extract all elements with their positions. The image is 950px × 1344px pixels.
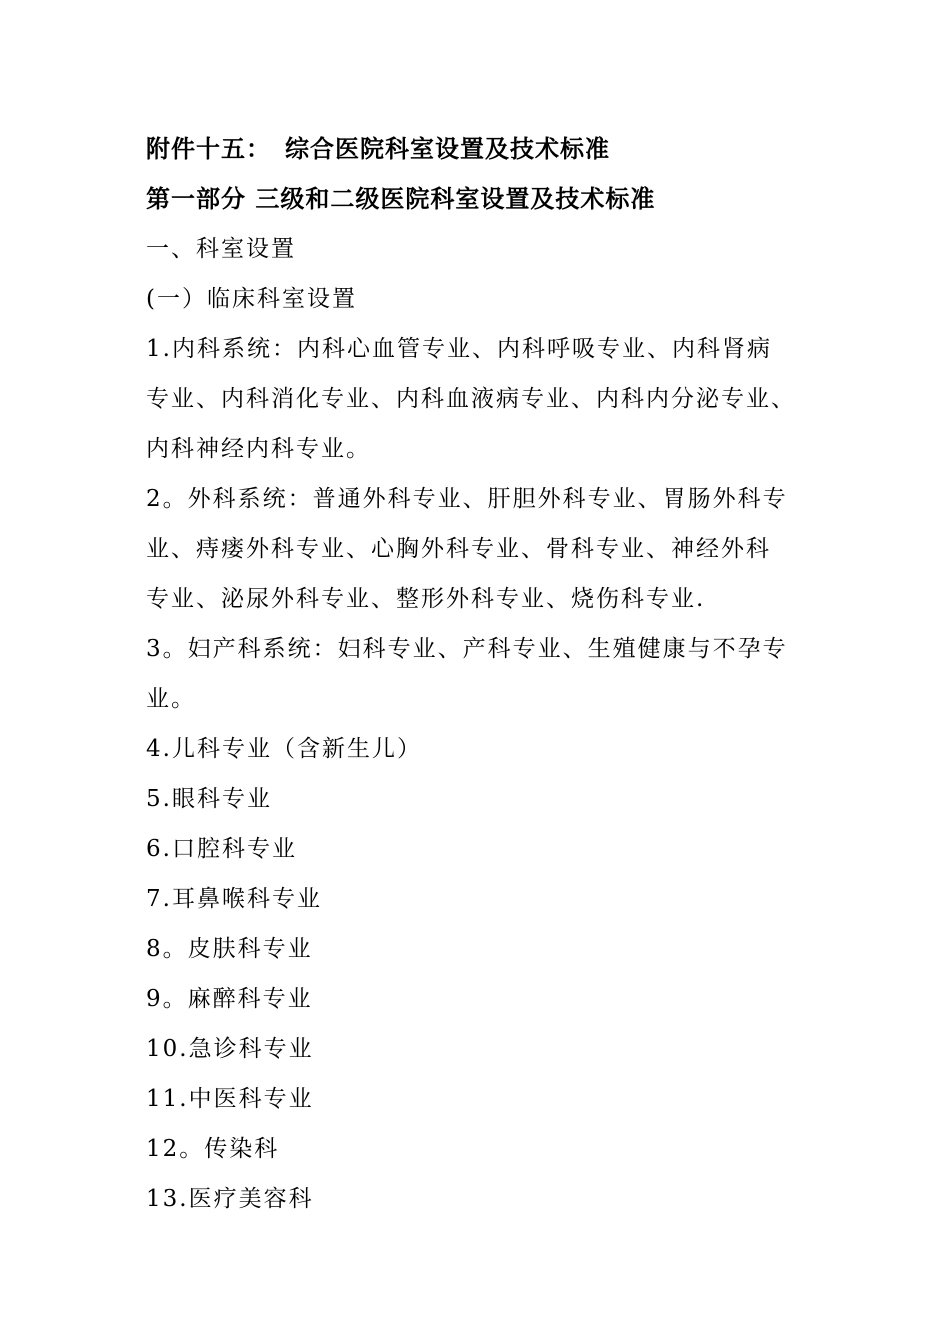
list-item: 13.医疗美容科 [146, 1186, 314, 1212]
item-3-line-2: 业。 [146, 686, 196, 712]
part-heading: 第一部分 三级和二级医院科室设置及技术标准 [146, 185, 656, 213]
item-1-line-2: 专业、内科消化专业、内科血液病专业、内科内分泌专业、 [146, 386, 796, 412]
list-item: 9。麻醉科专业 [146, 986, 313, 1012]
list-item: 5.眼科专业 [146, 786, 272, 812]
item-2-line-3: 专业、泌尿外科专业、整形外科专业、烧伤科专业. [146, 586, 706, 612]
item-1-line-1: 1.内科系统：内科心血管专业、内科呼吸专业、内科肾病 [146, 336, 772, 362]
item-1-line-3: 内科神经内科专业。 [146, 436, 371, 462]
subsection-heading: (一）临床科室设置 [146, 286, 357, 312]
list-item: 7.耳鼻喉科专业 [146, 886, 322, 912]
section-heading: 一、科室设置 [146, 236, 296, 262]
list-item: 12。传染科 [146, 1136, 280, 1162]
document-page [146, 124, 826, 1224]
item-2-line-1: 2。外科系统：普通外科专业、肝胆外科专业、胃肠外科专 [146, 486, 788, 512]
list-item: 10.急诊科专业 [146, 1036, 314, 1062]
list-item: 8。皮肤科专业 [146, 936, 313, 962]
list-item: 11.中医科专业 [146, 1086, 314, 1112]
title-text: 综合医院科室设置及技术标准 [285, 135, 610, 163]
item-2-line-2: 业、痔瘘外科专业、心胸外科专业、骨科专业、神经外科 [146, 536, 771, 562]
list-item: 6.口腔科专业 [146, 836, 297, 862]
item-3-line-1: 3。妇产科系统：妇科专业、产科专业、生殖健康与不孕专 [146, 636, 788, 662]
title-prefix: 附件十五： [146, 135, 271, 163]
list-item: 4.儿科专业（含新生儿） [146, 736, 422, 762]
document-title [146, 124, 826, 174]
